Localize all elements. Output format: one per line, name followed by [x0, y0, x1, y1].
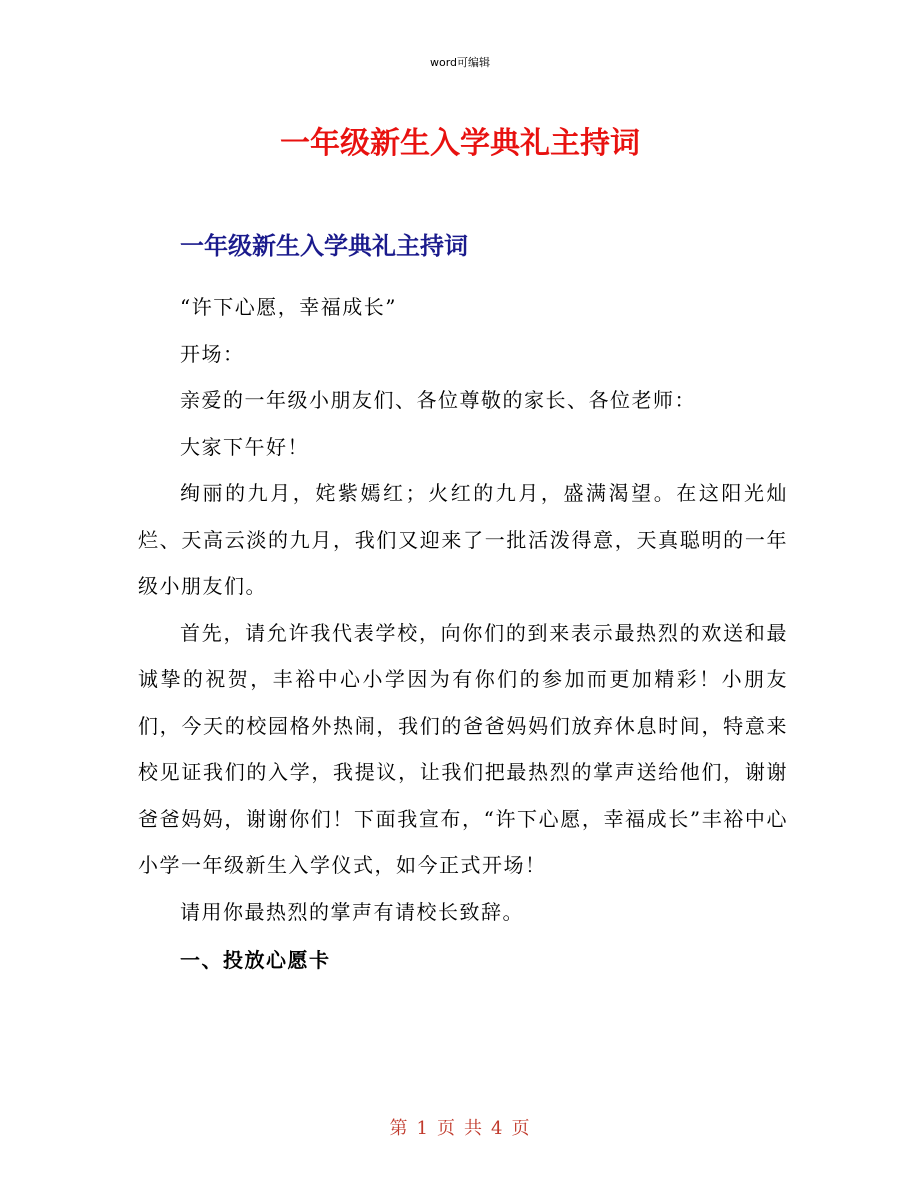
paragraph-welcome: 首先，请允许我代表学校，向你们的到来表示最热烈的欢送和最诚挚的祝贺，丰裕中心小学因为有你们的参加而更加精彩！小朋友们，今天的校园格外热闹，我们的爸爸妈妈们放弃休息时间，特意来校见证我们的入学，我提议，让我们把最热烈的掌声送给他们，谢谢爸爸妈妈，谢谢你们！下面我宣布，“许下心愿，幸福成长”丰裕中心小学一年级新生入学仪式，如今正式开场！ — [138, 620, 788, 877]
footer-suffix: 页 — [511, 1118, 531, 1139]
footer-page-number: 1 — [416, 1118, 429, 1139]
footer-page-label: 页 — [437, 1118, 456, 1139]
section-heading: 一、投放心愿卡 — [180, 948, 331, 972]
paragraph-opening-label: 开场： — [180, 341, 245, 366]
document-subtitle: 一年级新生入学典礼主持词 — [180, 232, 468, 260]
paragraph-greeting-audience: 亲爱的一年级小朋友们、各位尊敬的家长、各位老师： — [180, 388, 696, 412]
header-note: word可编辑 — [429, 56, 491, 69]
footer-total-pages: 4 — [491, 1118, 504, 1139]
paragraph-principal: 请用你最热烈的掌声有请校长致辞。 — [180, 899, 524, 924]
footer-prefix: 第 — [389, 1118, 409, 1139]
paragraph-september: 绚丽的九月，姹紫嫣红；火红的九月，盛满渴望。在这阳光灿烂、天高云淡的九月，我们又迎来了一批活泼得意，天真聪明的一年级小朋友们。 — [138, 481, 788, 598]
paragraph-greeting: 大家下午好！ — [180, 434, 309, 459]
document-title: 一年级新生入学典礼主持词 — [280, 126, 640, 161]
document-body — [138, 284, 788, 984]
paragraph-theme: “许下心愿，幸福成长” — [180, 295, 397, 319]
page-footer — [0, 1114, 920, 1140]
footer-total-label: 共 — [464, 1118, 483, 1139]
